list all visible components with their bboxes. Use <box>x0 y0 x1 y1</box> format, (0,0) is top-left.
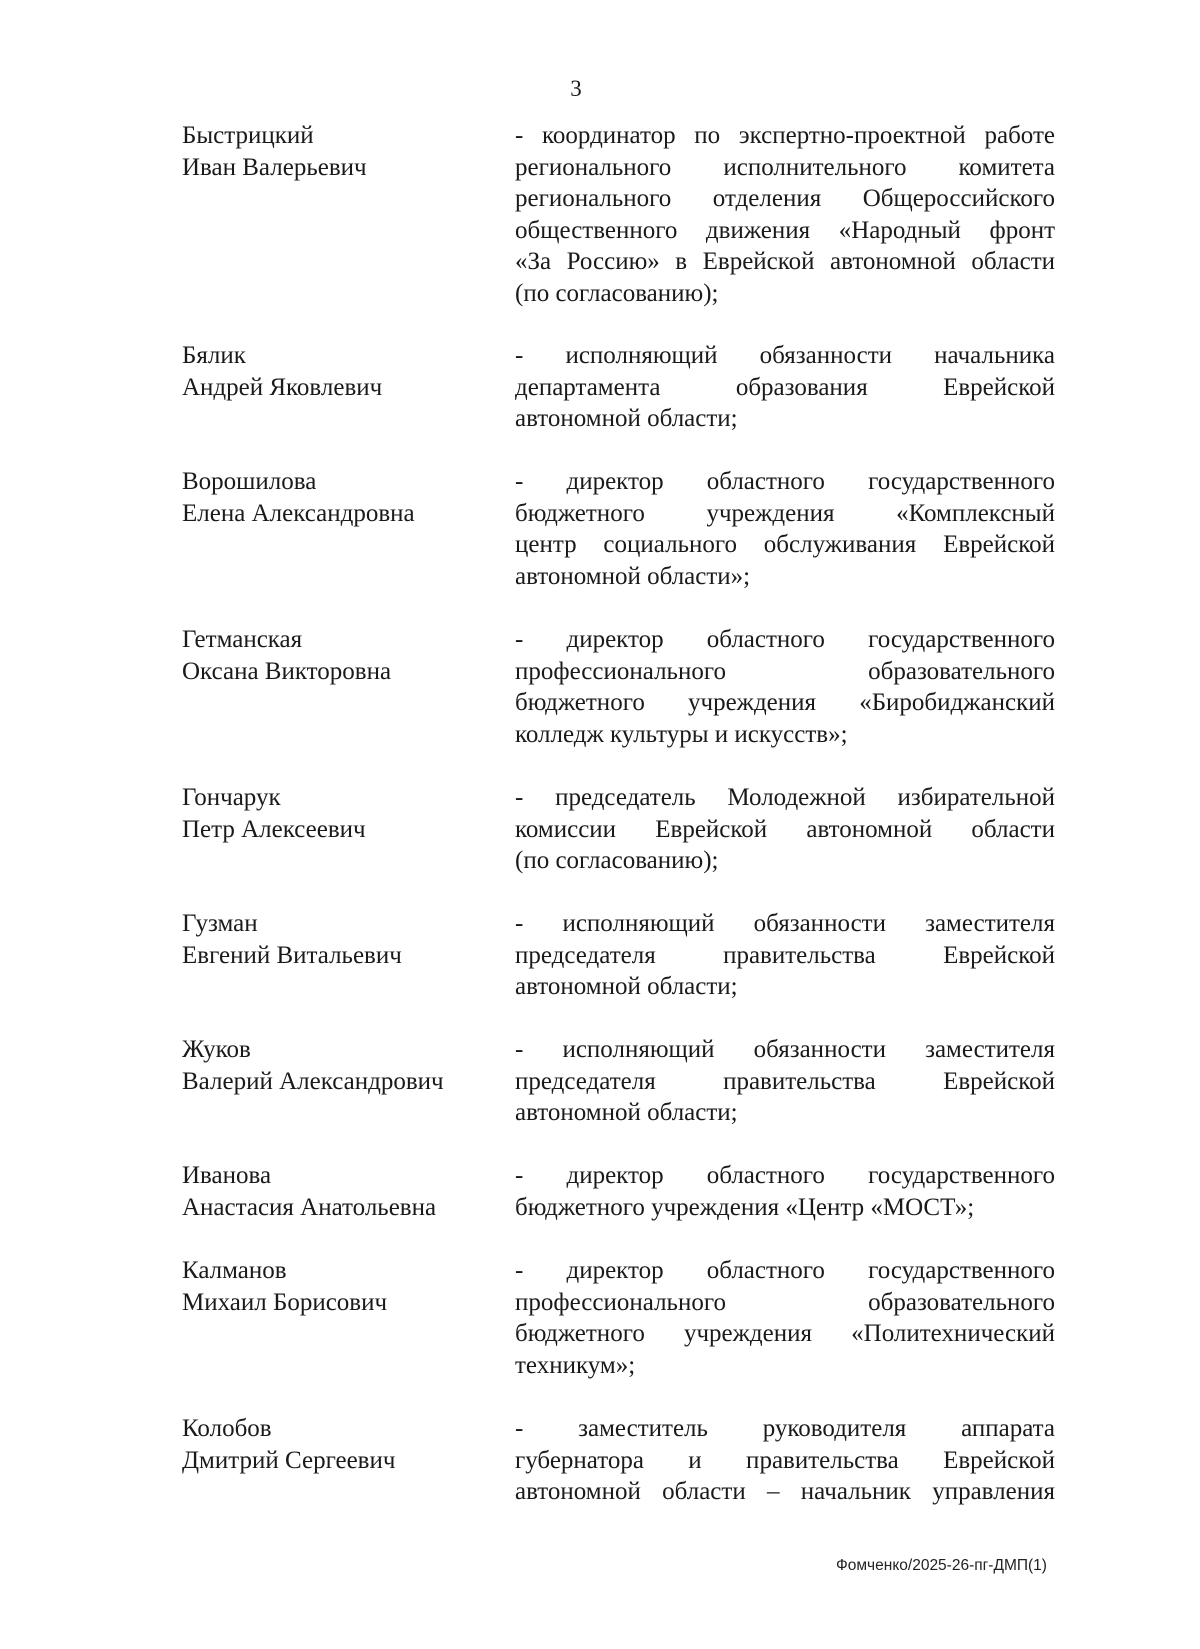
role-line: (по согласованию); <box>515 279 719 307</box>
member-name <box>182 1413 482 1476</box>
member-name <box>182 340 482 403</box>
member-given-name: Михаил Борисович <box>182 1288 388 1316</box>
member-surname: Жуков <box>182 1036 251 1063</box>
role-line: бюджетного учреждения «Центр «МОСТ»; <box>515 1193 975 1221</box>
member-surname: Быстрицкий <box>182 122 314 149</box>
member-given-name: Дмитрий Сергеевич <box>182 1446 396 1474</box>
member-name <box>182 466 482 529</box>
member-role <box>515 1413 1055 1508</box>
member-name <box>182 782 482 845</box>
member-name <box>182 908 482 971</box>
role-line: бюджетного учреждения «Политехнический <box>515 1320 1055 1347</box>
member-given-name: Андрей Яковлевич <box>182 373 383 401</box>
role-line: губернатора и правительства Еврейской <box>515 1446 1055 1474</box>
role-line: «За Россию» в Еврейской автономной области <box>515 248 1055 275</box>
member-surname: Гетманская <box>182 626 303 653</box>
member-name <box>182 624 482 687</box>
member-role <box>515 908 1055 1003</box>
member-role <box>515 340 1055 435</box>
member-name <box>182 1160 482 1223</box>
member-surname: Колобов <box>182 1415 272 1442</box>
member-given-name: Анастасия Анатольевна <box>182 1193 437 1221</box>
role-line: председателя правительства Еврейской <box>515 1067 1055 1095</box>
member-given-name: Валерий Александрович <box>182 1067 444 1095</box>
member-surname: Ворошилова <box>182 468 317 495</box>
role-line: (по согласованию); <box>515 847 719 874</box>
member-surname: Гончарук <box>182 784 281 811</box>
role-line: - исполняющий обязанности заместителя <box>515 1036 1055 1063</box>
role-line: профессионального образовательного <box>515 1288 1055 1316</box>
role-line: автономной области; <box>515 405 738 432</box>
role-line: - директор областного государственного <box>515 1257 1055 1284</box>
role-line: - директор областного государственного <box>515 468 1055 495</box>
member-given-name: Оксана Викторовна <box>182 657 392 685</box>
member-name <box>182 1255 482 1318</box>
member-name <box>182 1034 482 1097</box>
member-surname: Иванова <box>182 1162 272 1189</box>
role-line: комиссии Еврейской автономной области <box>515 815 1055 843</box>
member-role <box>515 624 1055 750</box>
role-line: председателя правительства Еврейской <box>515 941 1055 969</box>
member-given-name: Иван Валерьевич <box>182 153 367 181</box>
role-line: бюджетного учреждения «Биробиджанский <box>515 689 1055 716</box>
member-given-name: Елена Александровна <box>182 499 415 527</box>
member-role <box>515 120 1055 309</box>
member-role <box>515 1034 1055 1129</box>
role-line: автономной области – начальник управления <box>515 1478 1055 1505</box>
role-line: общественного движения «Народный фронт <box>515 216 1055 244</box>
role-line: автономной области; <box>515 973 738 1000</box>
member-role <box>515 1255 1055 1381</box>
role-line: - исполняющий обязанности начальника <box>515 342 1055 369</box>
role-line: - координатор по экспертно-проектной работе <box>515 122 1055 149</box>
role-line: бюджетного учреждения «Комплексный <box>515 499 1055 527</box>
member-surname: Калманов <box>182 1257 287 1284</box>
role-line: департамента образования Еврейской <box>515 373 1055 401</box>
member-name <box>182 120 482 183</box>
role-line: техникум»; <box>515 1351 636 1379</box>
member-role <box>515 1160 1055 1223</box>
role-line: колледж культуры и искусств»; <box>515 720 848 748</box>
role-line: - директор областного государственного <box>515 626 1055 653</box>
role-line: - директор областного государственного <box>515 1162 1055 1189</box>
document-reference-code: Фомченко/2025-26-пг-ДМП(1) <box>836 1557 1047 1574</box>
role-line: - заместитель руководителя аппарата <box>515 1415 1055 1442</box>
role-line: профессионального образовательного <box>515 657 1055 685</box>
member-surname: Гузман <box>182 910 258 937</box>
role-line: - исполняющий обязанности заместителя <box>515 910 1055 937</box>
role-line: центр социального обслуживания Еврейской <box>515 531 1055 558</box>
page-number: 3 <box>570 76 582 101</box>
member-surname: Бялик <box>182 342 246 369</box>
role-line: регионального отделения Общероссийского <box>515 185 1055 212</box>
role-line: регионального исполнительного комитета <box>515 153 1055 181</box>
member-given-name: Петр Алексеевич <box>182 815 366 843</box>
role-line: автономной области»; <box>515 562 751 590</box>
role-line: автономной области; <box>515 1099 738 1126</box>
member-role <box>515 466 1055 592</box>
member-given-name: Евгений Витальевич <box>182 941 402 969</box>
role-line: - председатель Молодежной избирательной <box>515 784 1055 811</box>
member-role <box>515 782 1055 877</box>
